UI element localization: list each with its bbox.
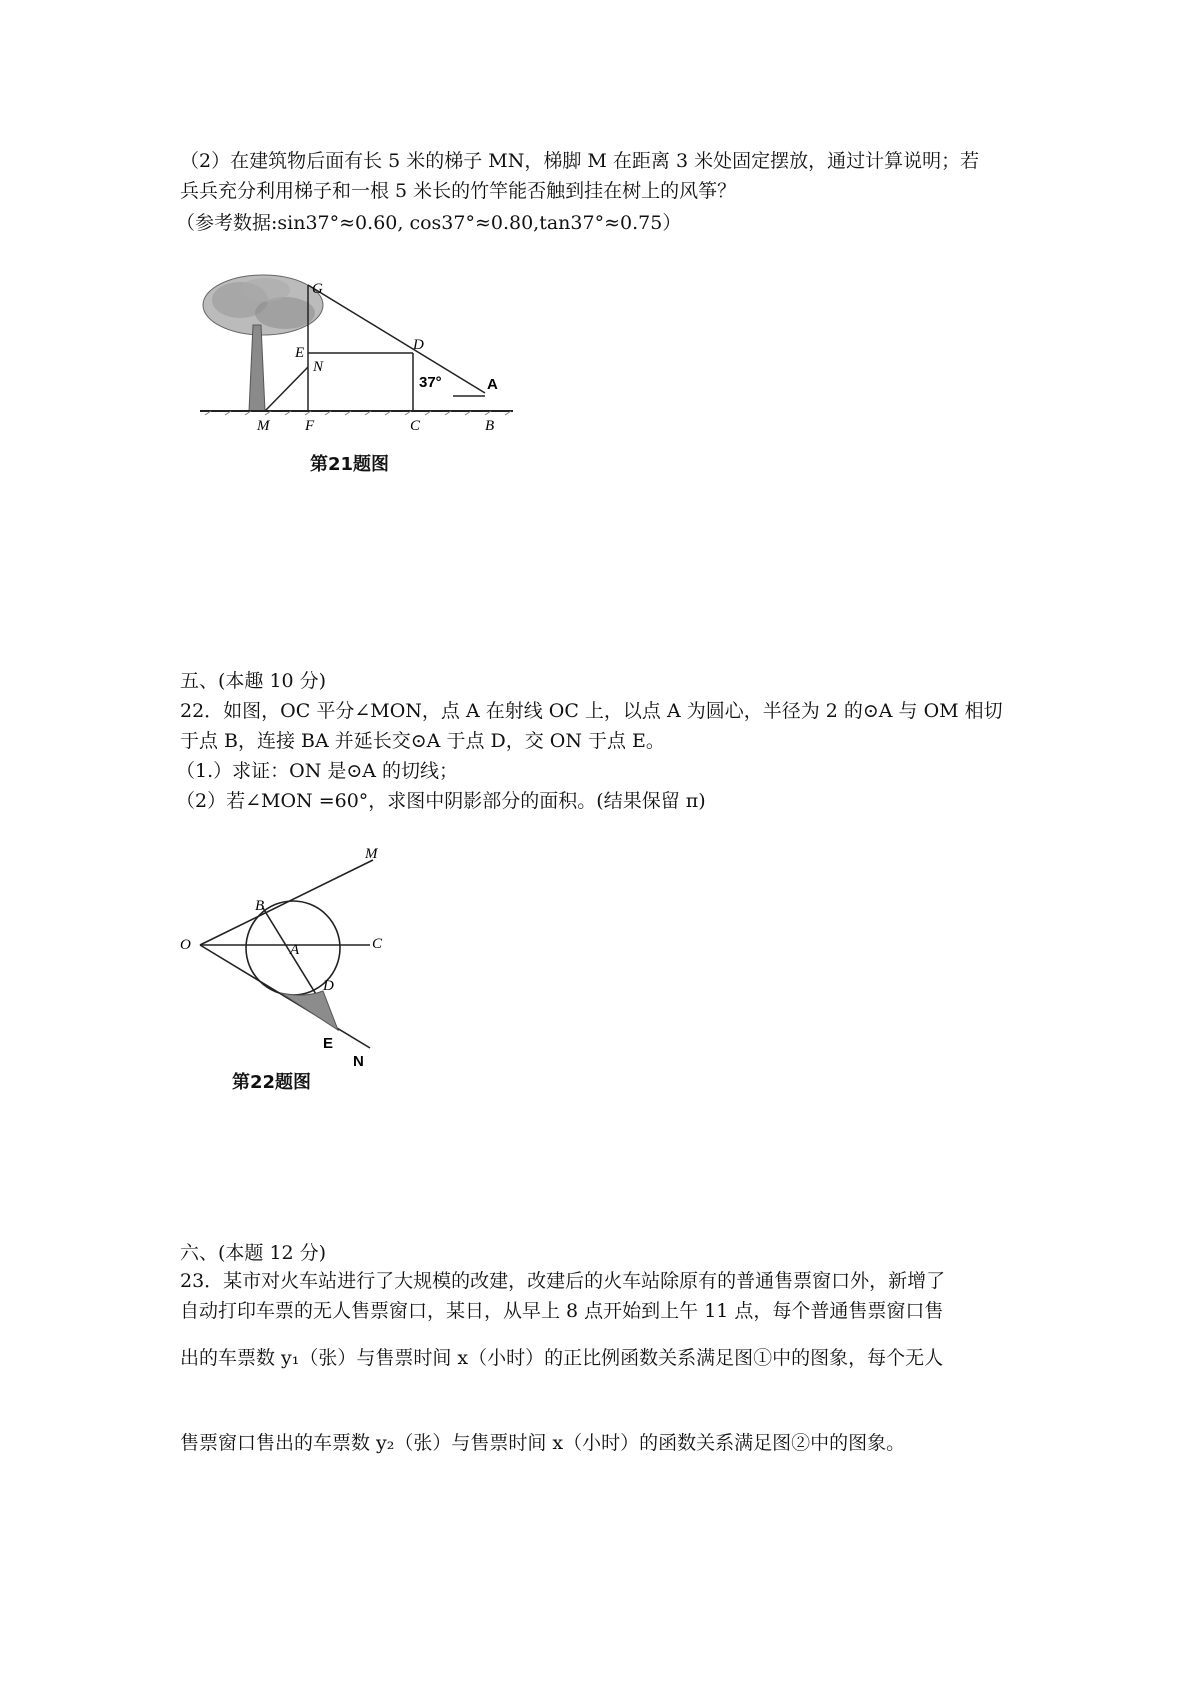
q22-part1: （1.）求证：ON 是⊙A 的切线；	[176, 760, 459, 782]
q21-part2-line2: 兵兵充分利用梯子和一根 5 米长的竹竿能否触到挂在树上的风筝？	[180, 180, 737, 202]
q23-line3: 出的车票数 y₁（张）与售票时间 x（小时）的正比例函数关系满足图①中的图象，每个无人	[180, 1347, 944, 1369]
figure-22-caption: 第22题图	[232, 1072, 312, 1093]
label-F: F	[305, 418, 315, 434]
label-B: B	[255, 898, 265, 914]
label-D: D	[413, 337, 424, 353]
q23-line4: 售票窗口售出的车票数 y₂（张）与售票时间 x（小时）的函数关系满足图②中的图象。	[180, 1432, 906, 1454]
label-G: G	[312, 281, 323, 297]
section-5-header: 五、(本趣 10 分)	[180, 670, 327, 692]
label-C: C	[410, 418, 421, 434]
label-D: D	[323, 978, 334, 994]
q22-line2: 于点 B，连接 BA 并延长交⊙A 于点 D，交 ON 于点 E。	[180, 730, 665, 752]
section-6-header: 六、(本题 12 分)	[180, 1242, 327, 1264]
label-N: N	[353, 1053, 364, 1070]
label-O: O	[180, 937, 191, 953]
label-M: M	[257, 418, 270, 434]
label-B: B	[485, 418, 495, 434]
q23-line1: 23．某市对火车站进行了大规模的改建，改建后的火车站除原有的普通售票窗口外，新增了	[180, 1270, 946, 1292]
tree-illustration	[203, 275, 323, 411]
figure-21	[195, 265, 555, 475]
q21-reference-data: （参考数据:sin37°≈0.60, cos37°≈0.80,tan37°≈0.75）	[176, 212, 682, 234]
label-M: M	[365, 846, 378, 862]
q22-line1: 22．如图，OC 平分∠MON，点 A 在射线 OC 上，以点 A 为圆心，半径为 2 的⊙A 与 OM 相切	[180, 700, 1003, 722]
label-N: N	[313, 359, 324, 375]
label-C: C	[372, 936, 383, 952]
q21-part2-line1: （2）在建筑物后面有长 5 米的梯子 MN，梯脚 M 在距离 3 米处固定摆放，通过计算说明；若	[180, 150, 980, 172]
label-A: A	[487, 376, 498, 393]
label-E: E	[323, 1035, 334, 1052]
q22-part2: （2）若∠MON =60°，求图中阴影部分的面积。(结果保留 π)	[176, 790, 706, 812]
q23-line2: 自动打印车票的无人售票窗口，某日，从早上 8 点开始到上午 11 点，每个普通售票窗口售	[180, 1300, 944, 1322]
label-A: A	[290, 942, 300, 958]
figure-22	[175, 840, 405, 1070]
figure-21-caption: 第21题图	[310, 454, 390, 475]
angle-37-label: 37°	[419, 374, 442, 391]
label-E: E	[295, 345, 305, 361]
shaded-region	[281, 991, 338, 1030]
